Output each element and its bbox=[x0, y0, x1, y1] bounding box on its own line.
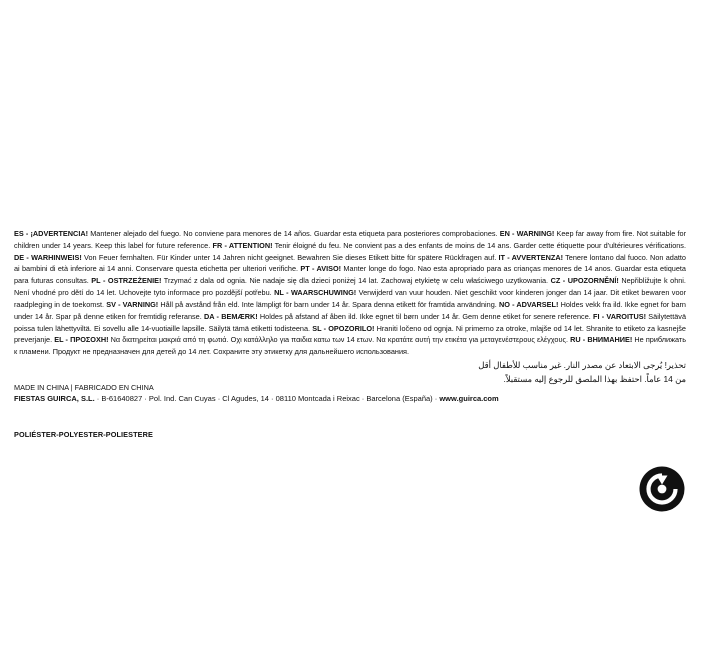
warning-paragraph: ES - ¡ADVERTENCIA! Mantener alejado del fuego. No conviene para menores de 14 años. Guardar esta etiqueta para posteriores comprobaciones. EN - WARNING! Keep far away from fire. Not suitable for children under 14 years. Keep this label for future reference. FR - ATTENTION! Tenir éloigné du feu. Ne convient pas a des enfants de moins de 14 ans. Garder cette étiquette pour d'ultérieures vérifications. DE - WARHINWEIS! Von Feuer fernhalten. Für Kinder unter 14 Jahren nicht geeignet. Bewahren Sie dieses Etikett bitte für spätere Rückfragen auf. IT - AVVERTENZA! Tenere lontano dal fuoco. Non adatto ai bambini di età inferiore ai 14 anni. Conservare questa etichetta per ulteriori verifiche. PT - AVISO! Manter longe do fogo. Nao esta apropriado para as crianças menores de 14 anos. Guardar esta etiqueta para futuras consultas. PL - OSTRZEŻENIE! Trzymać z dala od ognia. Nie nadaje się dla dzieci poniżej 14 lat. Zachowaj etykietę w celu właściwego uzytkowania. CZ - UPOZORNĚNÍ! Nepřibližujte k ohni. Není vhodné pro dětí do 14 let. Uchovejte tyto informace pro pozdější potřebu. NL - WAARSCHUWING! Verwijderd van vuur houden. Niet geschikt voor kinderen jonger dan 14 jaar. Dit etiket bewaren voor raadpleging in de toekomst. SV - VARNING! Håll på avstånd från eld. Inte lämpligt för barn under 14 år. Spara denna etikett för framtida användning. NO - ADVARSEL! Holdes vekk fra ild. Ikke egnet for barn under 14 år. Spar på denne etiken for fremtidig referanse. DA - BEMÆRK! Holdes på afstand af åben ild. Ikke egnet til børn under 14 år. Gem denne etiket for senere reference. FI - VAROITUS! Säilytettävä poissa tulen lähettyviltä. Ei sovellu alle 14-vuotiaille lapsille. Säilytä tämä etiketti todisteena. SL - OPOZORILO! Hraniti ločeno od ognja. Ni primerno za otroke, mlajše od 14 let. Shranite to etiketo za kasnejše preverjanje. EL - ΠΡΟΣΟΧΗ! Να διατηρείται μακριά από τη φωτιά. Οχι κατάλληλο γιa παιδια κατω των 14 ετων. Να κρατάτε αυτή την ετικέτα γιa μεταγενέστερους ελέγχους. RU - ВНИМАНИЕ! Не приближать к пламени. Продукт не предназначен для детей до 14 лет. Сохраните эту этикетку для дальнейшего использования. bbox=[14, 229, 687, 357]
made-in-text: MADE IN CHINA | FABRICADO EN CHINA bbox=[14, 383, 154, 392]
company-info: FIESTAS GUIRCA, S.L. · B-61640827 · Pol. Ind. Can Cuyas · Cl Agudes, 14 · 08110 Montcada i Reixac · Barcelona (España) · www.guirca.com bbox=[14, 394, 499, 403]
arabic-warning-line-1: تحذير! يُرجى الابتعاد عن مصدر النار. غير مناسب للأطفال أقل bbox=[478, 359, 686, 370]
material-composition: POLIÉSTER-POLYESTER-POLIESTERE bbox=[14, 430, 153, 439]
arabic-warning-line-2: من 14 عاماً. احتفظ بهذا الملصق للرجوع إليه مستقبلاً. bbox=[503, 373, 686, 384]
multilingual-warning-text bbox=[14, 228, 686, 385]
recycle-icon bbox=[639, 466, 685, 512]
